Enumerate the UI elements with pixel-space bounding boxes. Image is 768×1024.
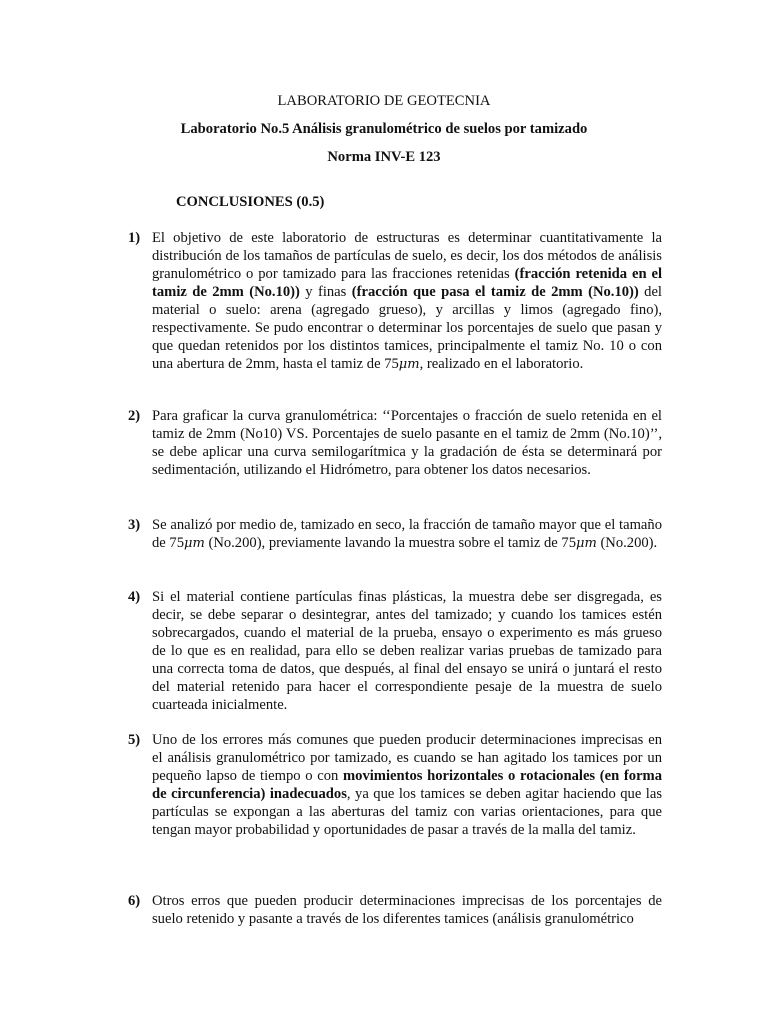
list-item [128,407,662,479]
item-number: 4) [128,589,141,605]
list-item [128,516,662,553]
item-text: Se analizó por medio de, tamizado en seco, la fracción de tamaño mayor que el tamaño de 75μm (No.200), previamente lavando la muestra sobre el tamiz de 75μm (No.200). [152,517,662,551]
item-number: 5) [128,732,141,748]
item-number: 3) [128,517,141,533]
item-text: Uno de los errores más comunes que pueden producir determinaciones imprecisas en el análisis granulométrico por tamizado, es cuando se han agitado los tamices por un pequeño lapso de tiempo o con movimientos horizontales o rotacionales (en forma de circunferencia) inadecuados, ya que los tamices se deben agitar haciendo que las partículas se expongan a las aberturas del tamiz con varias orientaciones, para que tengan mayor probabilidad y oportunidades de pasar a través de la malla del tamiz. [152,732,663,838]
list-item [128,229,662,374]
item-text: El objetivo de este laboratorio de estructuras es determinar cuantitativamente la distribución de los tamaños de partículas de suelo, es decir, los dos métodos de análisis granulométrico o por tamizado para las fracciones retenidas (fracción retenida en el tamiz de 2mm (No.10)) y finas (fracción que pasa el tamiz de 2mm (No.10)) del material o suelo: arena (agregado grueso), y arcillas y limos (agregado fino), respectivamente. Se pudo encontrar o determinar los porcentajes de suelo que pasan y que quedan retenidos por los distintos tamices, principalmente el tamiz No. 10 o con una abertura de 2mm, hasta el tamiz de 75μm, realizado en el laboratorio. [152,230,663,372]
list-item [128,892,662,928]
list-item [128,731,662,839]
section-title: CONCLUSIONES (0.5) [176,194,325,210]
norm-reference: Norma INV-E 123 [327,149,441,165]
item-text: Si el material contiene partículas finas plásticas, la muestra debe ser disgregada, es decir, se debe separar o desintegrar, antes del tamizado; y cuando los tamices estén sobrecargados, cuando el material de la prueba, ensayo o experimento es más grueso de lo que es en realidad, para ello se deben realizar varias pruebas de tamizado para una correcta toma de datos, que después, al final del ensayo se unirá o juntará el resto del material retenido para hacer el correspondiente pesaje de la muestra de suelo cuarteada inicialmente. [152,589,662,713]
list-item [128,588,662,714]
item-number: 1) [128,230,141,246]
item-text: Para graficar la curva granulométrica: ‘‘Porcentajes o fracción de suelo retenida en el tamiz de 2mm (No10) VS. Porcentajes de suelo pasante en el tamiz de 2mm (No.10)’’, se debe aplicar una curva semilogarítmica y la gradación de ésta se determinará por sedimentación, utilizando el Hidrómetro, para obtener los datos necesarios. [152,408,662,478]
lab-title: LABORATORIO DE GEOTECNIA [277,93,491,109]
item-text: Otros erros que pueden producir determinaciones imprecisas de los porcentajes de suelo retenido y pasante a través de los diferentes tamices (análisis granulométrico [152,893,662,927]
lab-subtitle: Laboratorio No.5 Análisis granulométrico de suelos por tamizado [180,121,588,137]
item-number: 6) [128,893,141,909]
item-number: 2) [128,408,141,424]
